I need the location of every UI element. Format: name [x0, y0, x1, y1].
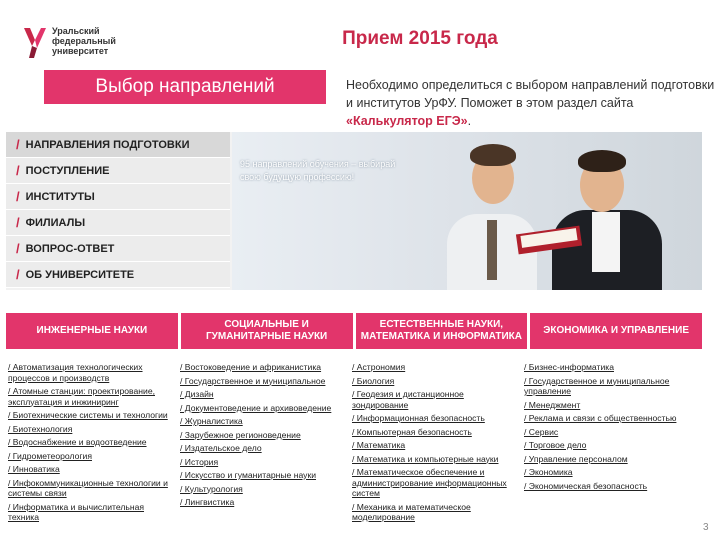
slash-icon: /	[16, 163, 20, 178]
economics-column	[524, 362, 692, 526]
direction-link[interactable]: / Математика	[352, 440, 406, 450]
humanities-column	[180, 362, 348, 526]
nav-item-admission[interactable]	[6, 158, 230, 184]
student-left-hair	[470, 144, 516, 166]
direction-link[interactable]: / Биотехнология	[8, 423, 73, 434]
nav-item-faq[interactable]	[6, 236, 230, 262]
university-name	[52, 26, 116, 56]
university-logo	[22, 26, 116, 60]
direction-link[interactable]: / Издательское дело	[180, 443, 262, 453]
direction-link[interactable]: / Экономическая безопасность	[524, 480, 648, 491]
engineering-column	[8, 362, 176, 526]
direction-link[interactable]: / Инноватика	[8, 464, 60, 474]
tab-engineering[interactable]: ИНЖЕНЕРНЫЕ НАУКИ	[6, 313, 178, 349]
logo-line-2: федеральный	[52, 36, 116, 46]
direction-link[interactable]: / Управление персоналом	[524, 453, 628, 464]
slide-title: Прием 2015 года	[342, 28, 498, 49]
nav-label: ФИЛИАЛЫ	[25, 216, 86, 229]
tab-economics[interactable]: ЭКОНОМИКА И УПРАВЛЕНИЕ	[530, 313, 702, 349]
direction-link[interactable]: / Атомные станции: проектирование, эксплуатация и инжиниринг	[8, 386, 155, 407]
ural-university-logo-icon	[22, 26, 48, 60]
direction-link[interactable]: / Компьютерная безопасность	[352, 426, 472, 437]
direction-link[interactable]: / Инфокоммуникационные технологии и системы связи	[8, 477, 168, 498]
slash-icon: /	[16, 267, 20, 282]
direction-link[interactable]: / Государственное и муниципальное	[180, 375, 326, 386]
direction-link[interactable]: / Математическое обеспечение и администрирование информационных систем	[352, 467, 507, 498]
direction-link[interactable]: / Геодезия и дистанционное зондирование	[352, 389, 464, 410]
category-tabs	[6, 313, 702, 349]
site-nav	[6, 132, 230, 288]
direction-link[interactable]: / Механика и математическое моделирование	[352, 501, 471, 522]
students-photo	[232, 132, 702, 290]
natural-sciences-column	[352, 362, 520, 526]
ege-calculator-link[interactable]: «Калькулятор ЕГЭ»	[346, 114, 468, 128]
direction-link[interactable]: / Документоведение и архивоведение	[180, 402, 332, 413]
nav-item-institutes[interactable]	[6, 184, 230, 210]
intro-body: Необходимо определиться с выбором направлений подготовки и институтов УрФУ. Поможет в этом раздел сайта	[346, 78, 715, 110]
direction-link[interactable]: / Водоснабжение и водоотведение	[8, 437, 147, 447]
direction-link[interactable]: / Экономика	[524, 467, 573, 477]
page-number: 3	[703, 522, 709, 533]
direction-link[interactable]: / Зарубежное регионоведение	[180, 429, 301, 440]
direction-link[interactable]: / Биотехнические системы и технологии	[8, 410, 168, 420]
direction-link[interactable]: / Бизнес-информатика	[524, 362, 614, 372]
intro-text	[346, 76, 716, 130]
nav-item-directions[interactable]	[6, 132, 230, 158]
direction-link[interactable]: / Сервис	[524, 426, 559, 437]
direction-link[interactable]: / Искусство и гуманитарные науки	[180, 470, 317, 480]
student-right-shirt	[592, 212, 620, 272]
tab-natural-sciences[interactable]: ЕСТЕСТВЕННЫЕ НАУКИ, МАТЕМАТИКА И ИНФОРМАТИКА	[356, 313, 528, 349]
logo-line-1: Уральский	[52, 26, 100, 36]
nav-label: ПОСТУПЛЕНИЕ	[25, 164, 110, 177]
direction-link[interactable]: / Государственное и муниципальное управление	[524, 375, 670, 396]
direction-link[interactable]: / Лингвистика	[180, 497, 235, 507]
slash-icon: /	[16, 241, 20, 256]
direction-link[interactable]: / Востоковедение и африканистика	[180, 362, 322, 372]
direction-link[interactable]: / Торговое дело	[524, 440, 587, 450]
photo-caption: 95 направлений обучения – выбирай свою будущую профессию!	[240, 159, 396, 182]
direction-link[interactable]: / Журналистика	[180, 416, 243, 426]
section-banner: Выбор направлений	[44, 70, 326, 104]
direction-link[interactable]: / Информатика и вычислительная техника	[8, 501, 145, 522]
nav-item-about[interactable]	[6, 262, 230, 288]
website-panel	[6, 132, 702, 290]
student-right-hair	[578, 150, 626, 172]
logo-line-3: университет	[52, 46, 109, 56]
direction-link[interactable]: / Автоматизация технологических процессов и производств	[8, 362, 143, 383]
direction-link[interactable]: / Информационная безопасность	[352, 413, 485, 423]
directions-columns	[8, 362, 708, 526]
direction-link[interactable]: / Биология	[352, 375, 395, 386]
slash-icon: /	[16, 137, 20, 152]
slash-icon: /	[16, 215, 20, 230]
nav-label: НАПРАВЛЕНИЯ ПОДГОТОВКИ	[25, 138, 190, 151]
nav-label: ИНСТИТУТЫ	[25, 190, 95, 203]
slash-icon: /	[16, 189, 20, 204]
direction-link[interactable]: / Математика и компьютерные науки	[352, 453, 499, 464]
student-left-tie	[487, 220, 497, 280]
nav-label: ОБ УНИВЕРСИТЕТЕ	[25, 268, 135, 281]
direction-link[interactable]: / Гидрометеорология	[8, 450, 92, 461]
direction-link[interactable]: / Культурология	[180, 483, 243, 494]
nav-item-branches[interactable]	[6, 210, 230, 236]
tab-humanities[interactable]: СОЦИАЛЬНЫЕ И ГУМАНИТАРНЫЕ НАУКИ	[181, 313, 353, 349]
direction-link[interactable]: / Менеджмент	[524, 399, 581, 410]
direction-link[interactable]: / История	[180, 456, 219, 467]
direction-link[interactable]: / Реклама и связи с общественностью	[524, 413, 677, 423]
nav-label: ВОПРОС-ОТВЕТ	[25, 242, 115, 255]
direction-link[interactable]: / Астрономия	[352, 362, 406, 372]
direction-link[interactable]: / Дизайн	[180, 389, 214, 399]
intro-end: .	[467, 114, 472, 128]
